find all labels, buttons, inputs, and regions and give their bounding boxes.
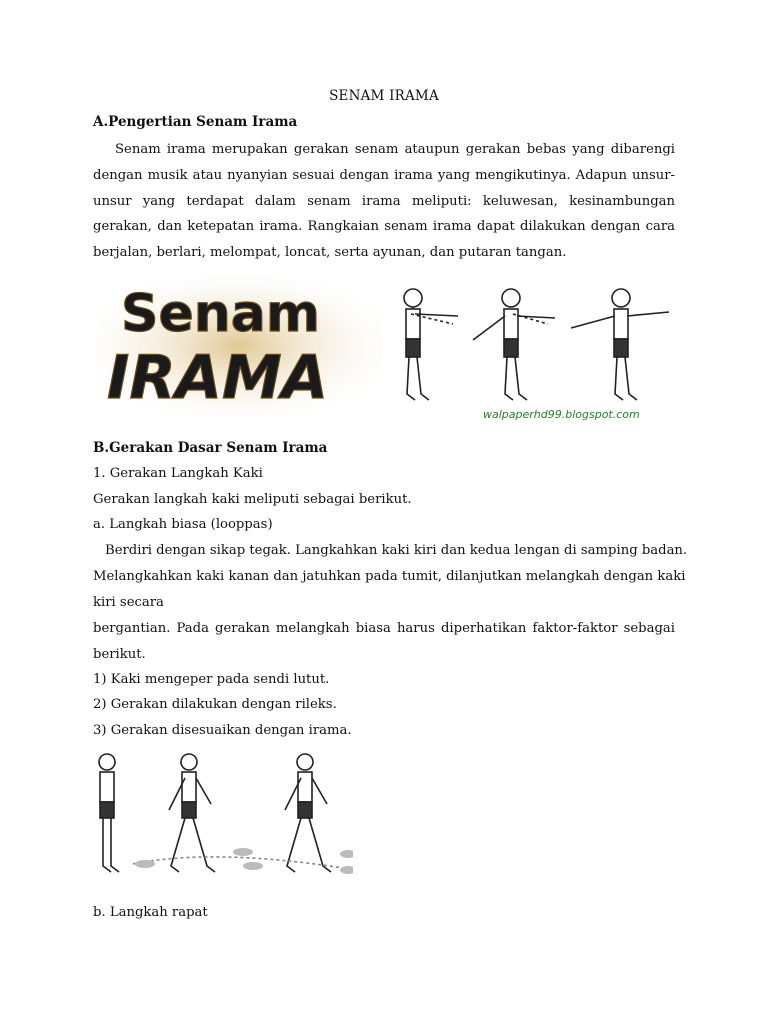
gymnast-figure-2 [473, 289, 555, 400]
section-a-paragraph: Senam irama merupakan gerakan senam ataupun gerakan bebas yang dibarengi dengan musik atau nyanyian sesuai dengan irama yang mengikutinya. Adapun unsur-unsur yang terdapat dalam senam irama meliputi: keluwesan, kesinambungan gerakan, dan ketepatan irama. Rangkaian senam irama dapat dilakukan dengan cara berjalan, berlari, melompat, loncat, serta ayunan, dan putaran tangan. [93, 142, 675, 261]
item-a-label: a. Langkah biasa (looppas) [93, 517, 273, 532]
page-title: SENAM IRAMA [329, 88, 439, 104]
image-watermark: walpaperhd99.blogspot.com [483, 408, 640, 421]
item-b-label: b. Langkah rapat [93, 905, 208, 920]
desc-paragraph-4: bergantian. Pada gerakan melangkah biasa harus diperhatikan faktor-faktor sebagai berikut. [93, 621, 675, 662]
senam-irama-illustration [93, 276, 683, 426]
sub-heading-1: 1. Gerakan Langkah Kaki [93, 466, 263, 481]
gymnast-figure-1 [404, 289, 458, 400]
list-item-2: 2) Gerakan dilakukan dengan rileks. [93, 697, 337, 712]
footprint-path [133, 857, 343, 868]
gymnast-figure-3 [571, 289, 669, 400]
desc-line-3: kiri secara [93, 595, 164, 610]
walking-steps-illustration [93, 748, 353, 888]
intro-text: Gerakan langkah kaki meliputi sebagai berikut. [93, 492, 412, 507]
section-a-heading: A.Pengertian Senam Irama [93, 114, 298, 130]
desc-line-1: Berdiri dengan sikap tegak. Langkahkan kaki kiri dan kedua lengan di samping badan. [105, 543, 688, 558]
list-item-1: 1) Kaki mengeper pada sendi lutut. [93, 672, 330, 687]
footprints [135, 848, 353, 874]
walker-figure-2 [169, 754, 215, 872]
walker-figure-1 [99, 754, 119, 872]
section-b-heading: B.Gerakan Dasar Senam Irama [93, 440, 328, 456]
logo-line1: Senam [121, 284, 321, 344]
desc-line-2: Melangkahkan kaki kanan dan jatuhkan pada tumit, dilanjutkan melangkah dengan kaki [93, 569, 686, 584]
logo-line2: IRAMA [107, 343, 329, 413]
senam-irama-logo [93, 276, 683, 426]
list-item-3: 3) Gerakan disesuaikan dengan irama. [93, 723, 352, 738]
walker-figure-3 [285, 754, 331, 872]
